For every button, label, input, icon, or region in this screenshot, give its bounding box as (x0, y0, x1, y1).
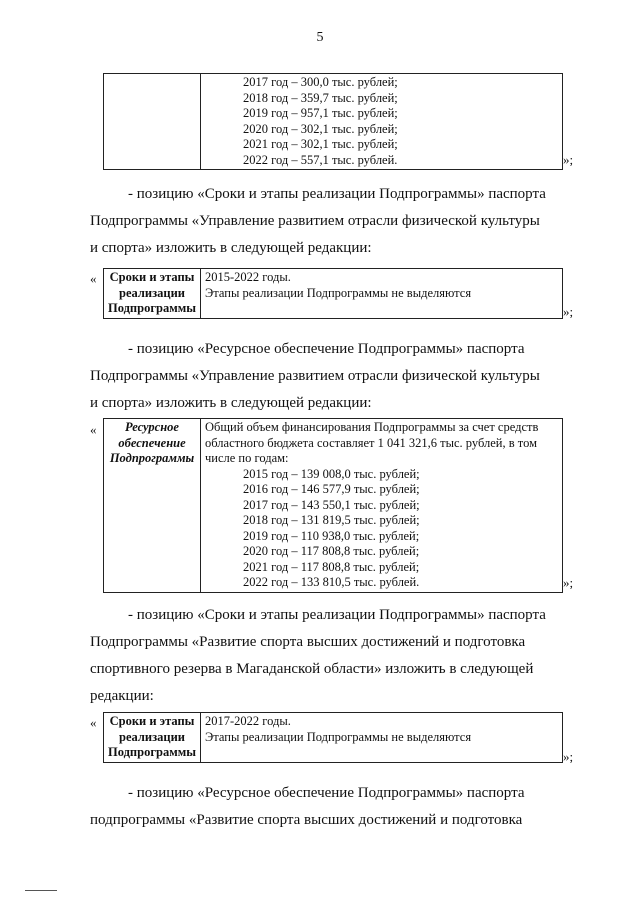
year-line: 2020 год – 302,1 тыс. рублей; (243, 121, 398, 136)
terms-years: 2017-2022 годы. (205, 714, 291, 728)
amendment-paragraph (90, 181, 570, 262)
table-label-cell: Сроки и этапы реализации Подпрограммы (104, 713, 201, 763)
year-line: 2022 год – 133 810,5 тыс. рублей. (243, 575, 420, 589)
year-line: 2019 год – 957,1 тыс. рублей; (243, 106, 398, 120)
amendment-paragraph (90, 336, 570, 417)
year-line: 2022 год – 557,1 тыс. рублей. (243, 152, 398, 167)
paragraph-line: - позицию «Ресурсное обеспечение Подпрограммы» паспорта (128, 341, 525, 357)
year-line: 2019 год – 110 938,0 тыс. рублей; (243, 528, 420, 543)
year-list (205, 75, 558, 168)
year-line: 2015 год – 139 008,0 тыс. рублей; (243, 466, 420, 481)
open-quote: « (90, 271, 97, 286)
close-quote: »; (563, 575, 574, 590)
year-line: 2017 год – 143 550,1 тыс. рублей; (243, 497, 420, 512)
table-value-cell (201, 419, 563, 593)
year-line: 2016 год – 146 577,9 тыс. рублей; (243, 482, 420, 496)
close-quote: »; (563, 152, 574, 167)
terms-stages: Этапы реализации Подпрограммы не выделяются (205, 285, 472, 300)
year-line: 2021 год – 302,1 тыс. рублей; (243, 137, 398, 151)
open-quote: « (90, 422, 97, 437)
paragraph-line: - позицию «Ресурсное обеспечение Подпрограммы» паспорта (128, 785, 525, 801)
table-label-cell: Сроки и этапы реализации Подпрограммы (104, 269, 201, 319)
table-value-cell (201, 713, 563, 763)
paragraph-line: Подпрограммы «Управление развитием отрасли физической культуры (90, 368, 540, 384)
table-label-cell: Ресурсное обеспечение Подпрограммы (104, 419, 201, 593)
table-label-cell (104, 74, 201, 170)
year-line: 2020 год – 117 808,8 тыс. рублей; (243, 544, 420, 558)
paragraph-line: - позицию «Сроки и этапы реализации Подпрограммы» паспорта (128, 186, 546, 202)
paragraph-line: и спорта» изложить в следующей редакции: (90, 395, 372, 411)
paragraph-line: подпрограммы «Развитие спорта высших достижений и подготовка (90, 812, 523, 828)
resources-table-continuation (103, 73, 563, 170)
year-line: 2021 год – 117 808,8 тыс. рублей; (243, 559, 420, 574)
close-quote: »; (563, 749, 574, 764)
paragraph-line: и спорта» изложить в следующей редакции: (90, 240, 372, 256)
amendment-paragraph (90, 780, 570, 834)
table-value-cell (201, 269, 563, 319)
paragraph-line: Подпрограммы «Развитие спорта высших достижений и подготовка (90, 634, 526, 650)
year-line: 2017 год – 300,0 тыс. рублей; (243, 75, 398, 89)
paragraph-line: Подпрограммы «Управление развитием отрасли физической культуры (90, 213, 540, 229)
year-list (205, 467, 558, 591)
year-line: 2018 год – 359,7 тыс. рублей; (243, 90, 398, 105)
resources-table (103, 418, 563, 593)
footer-rule (25, 890, 57, 891)
funding-intro: Общий объем финансирования Подпрограммы за счет средств областного бюджета составляет 1 041 321,6 тыс. рублей, в том числе по годам: (205, 420, 539, 465)
terms-stages: Этапы реализации Подпрограммы не выделяются (205, 729, 472, 744)
paragraph-line: спортивного резерва в Магаданской области» изложить в следующей (90, 661, 534, 677)
close-quote: »; (563, 304, 574, 319)
table-value-cell (201, 74, 563, 170)
year-line: 2018 год – 131 819,5 тыс. рублей; (243, 513, 420, 527)
open-quote: « (90, 715, 97, 730)
paragraph-line: - позицию «Сроки и этапы реализации Подпрограммы» паспорта (128, 607, 546, 623)
terms-table (103, 268, 563, 319)
page-number: 5 (316, 30, 324, 45)
paragraph-line: редакции: (90, 688, 154, 704)
terms-table (103, 712, 563, 763)
terms-years: 2015-2022 годы. (205, 270, 291, 284)
amendment-paragraph (90, 602, 570, 710)
